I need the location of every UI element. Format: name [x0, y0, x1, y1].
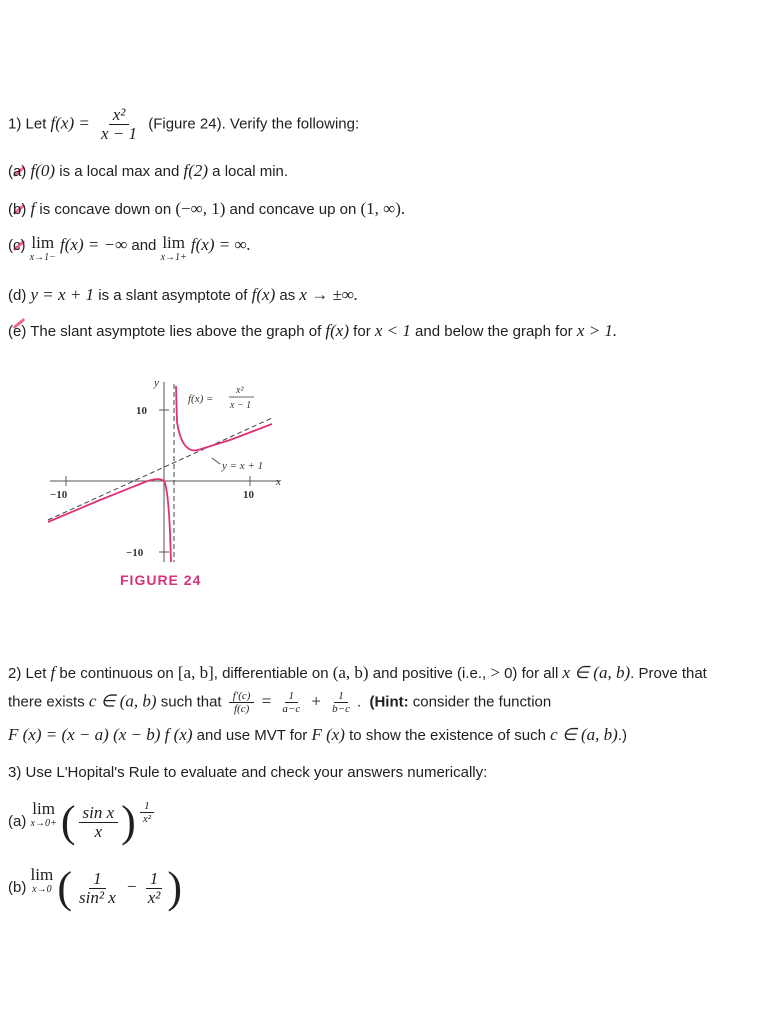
- y-axis-label: y: [154, 377, 159, 389]
- problem-1a: (a) f(0) is a local max and f(2) a local min.: [8, 161, 289, 180]
- figure-caption: FIGURE 24: [120, 572, 202, 588]
- tick-neg10-x: −10: [50, 489, 68, 501]
- function-label: f(x) =: [188, 393, 214, 405]
- problem-1d: (d) y = x + 1 is a slant asymptote of f(x) as x → ±∞.: [8, 285, 359, 304]
- problem-1c: (c) lim x→1− f(x) = −∞ and lim x→1+ f(x) = ∞.: [8, 233, 251, 263]
- problem-3-intro: 3) Use L'Hopital's Rule to evaluate and check your answers numerically:: [8, 764, 488, 781]
- fraction: $\frac{\text{x²}}{x - 1}$: [101, 105, 138, 143]
- tick-neg10-y: −10: [126, 547, 144, 559]
- problem-2-line2: there exists c ∈ (a, b) such that $\frac{f'(c)}{f(c)}$ = $\frac{1}{a-c}$ + $\frac{1}{b-c}$ . (Hint: consider the function: [8, 690, 552, 715]
- function-label-num: x²: [236, 385, 244, 396]
- problem-2-line1: 2) Let f be continuous on [a, b], differentiable on (a, b) and positive (i.e., > 0) for all x ∈ (a, b). Prove that: [8, 663, 707, 682]
- x-axis-label: x: [276, 476, 281, 488]
- problem-2-line3: F (x) = (x − a) (x − b) f (x) and use MVT for F (x) to show the existence of such c ∈ (a, b).): [8, 725, 627, 744]
- problem-3b: (b) lim x→0 ( $\frac{1}{\text{sin² x}}$ − $\frac{1}{\text{x²}}$ ): [8, 863, 182, 912]
- tick-10-y: 10: [136, 405, 147, 417]
- figure-24-graph: [40, 372, 300, 572]
- asymptote-label: y = x + 1: [222, 460, 264, 472]
- problem-3a: (a) lim x→0+ ( $\frac{\text{sin x}}{x}$ ) $\frac{1}{\text{x²}}$: [8, 800, 158, 844]
- problem-1b: (b) f is concave down on (−∞, 1) and concave up on (1, ∞).: [8, 199, 406, 218]
- problem-1e: (e) The slant asymptote lies above the graph of f(x) for x < 1 and below the graph for x > 1.: [8, 321, 618, 340]
- function-label-den: x − 1: [230, 400, 252, 411]
- tick-10-x: 10: [243, 489, 254, 501]
- problem-1-intro: 1) Let f(x) = $\frac{\text{x²}}{x - 1}$ (Figure 24). Verify the following:: [8, 105, 360, 143]
